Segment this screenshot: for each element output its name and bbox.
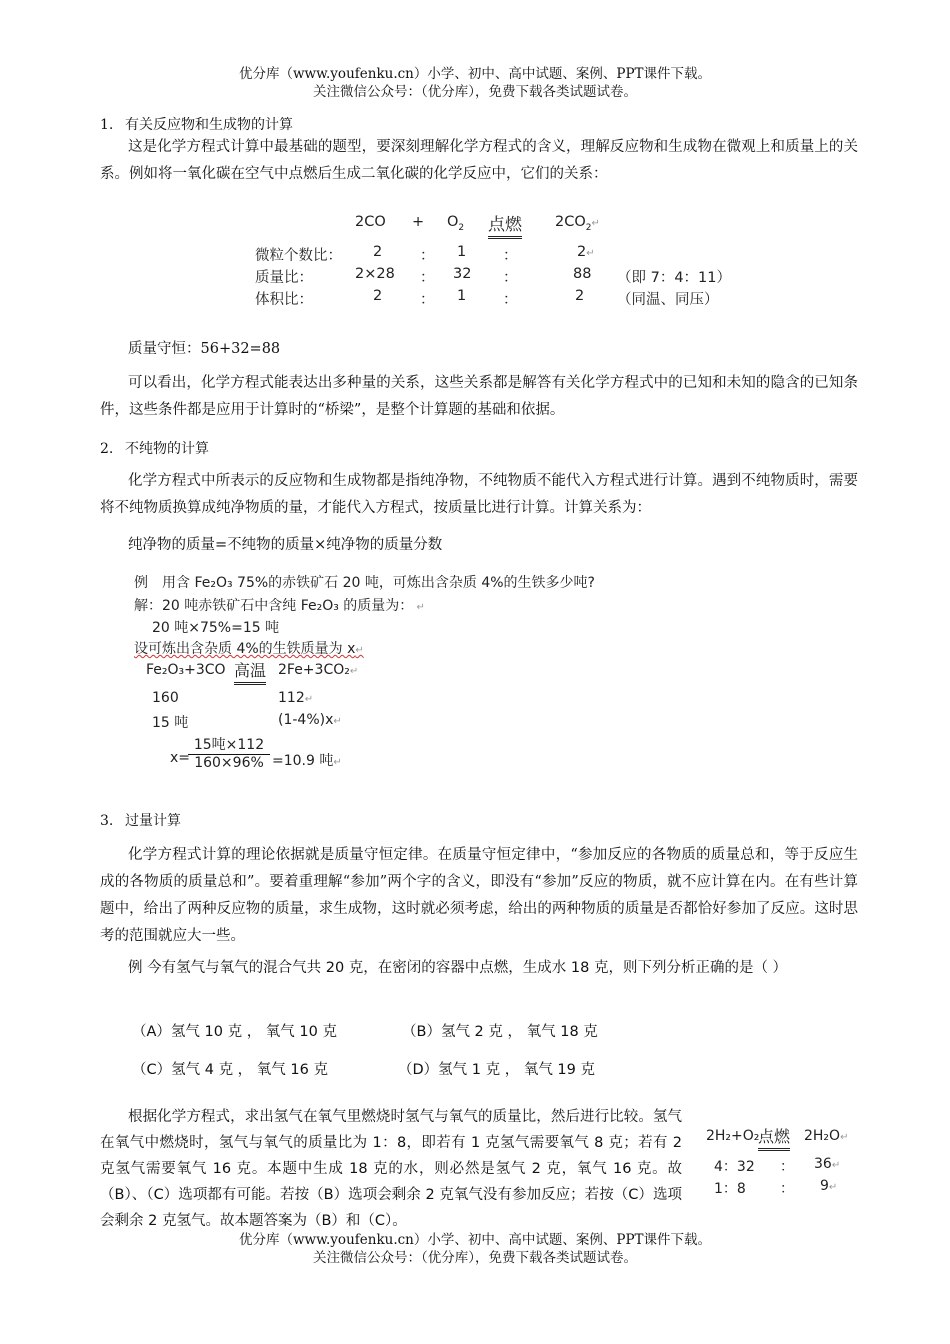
section-3-example-question: 例 今有氢气与氧气的混合气共 20 克，在密闭的容器中点燃，生成水 18 克，则下列分析正确的是（ ） (128, 960, 788, 976)
eq-product-co2: $2CO_2↵$ (555, 214, 600, 233)
option-a: （A）氢气 10 克 ， 氧气 10 克 (132, 1024, 337, 1040)
solution-step-2: 20 吨×75%=15 吨 (152, 620, 280, 636)
row-2-colon-2: ： (503, 270, 518, 286)
section-3-paragraph-1: 化学方程式计算的理论依据就是质量守恒定律。在质量守恒定律中，“参加反应的各物质的质量总和，等于反应生成的各物质的质量总和”。要着重理解“参加”两个字的含义，即没有“参加”反应的物质，就不应计算在内。在有些计算题中，给出了两种反应物的质量，求生成物，这时就必须考虑，给出的两种物质的质量是否都恰好参加了反应。这时思考的范围就应大一些。 (100, 847, 858, 944)
x-result: =10.9 吨↵ (272, 753, 342, 769)
section-2-paragraph-1: 化学方程式中所表示的反应物和生成物都是指纯净物，不纯物质不能代入方程式进行计算。遇到不纯物质时，需要将不纯物质换算成纯净物质的量，才能代入方程式，按质量比进行计算。计算关系为： (100, 473, 858, 516)
x-fraction (188, 734, 270, 771)
option-c: （C）氢气 4 克 ， 氧气 16 克 (132, 1062, 328, 1078)
row-1-value-c: 2↵ (577, 244, 595, 260)
example-question: 例 用含 Fe₂O₃ 75%的赤铁矿石 20 吨，可炼出含杂质 4%的生铁多少吨? (134, 575, 595, 591)
header-line-2: 关注微信公众号：（优分库），免费下载各类试题试卷。 (313, 84, 637, 100)
row-2-value-b: 32 (453, 266, 472, 282)
eq-reactant-co: 2CO (355, 214, 386, 230)
section-1-number: 1. (100, 117, 114, 133)
reduction-eq-left: Fe₂O₃+3CO (146, 662, 226, 678)
eq-condition-ignite: 点燃 (488, 210, 522, 239)
iron-ore-example-figure (128, 572, 688, 782)
water-ratio-4-32: 4：32 (714, 1159, 755, 1175)
eq-plus-sign: + (412, 214, 425, 230)
footer-line-2: 关注微信公众号：（优分库），免费下载各类试题试卷。 (313, 1250, 637, 1266)
ratio-160: 160 (152, 690, 179, 706)
section-1-heading (100, 114, 293, 134)
row-2-value-a: 2×28 (355, 266, 395, 282)
row-2-value-c: 88 (573, 266, 592, 282)
section-2-heading (100, 438, 209, 458)
row-3-colon-1: ： (420, 292, 435, 308)
row-label-mass-ratio: 质量比： (255, 270, 313, 286)
co-combustion-equation-figure (255, 210, 755, 310)
water-ratio-1-8: 1：8 (714, 1181, 746, 1197)
row-3-value-b: 1 (457, 288, 467, 304)
row-3-value-c: 2 (575, 288, 585, 304)
header-line-1: 优分库（www.youfenku.cn）小学、初中、高中试题、案例、PPT课件下载。 (238, 66, 712, 82)
row-2-note: （即 7：4：11） (617, 270, 732, 286)
x-fraction-numerator: 15吨×112 (193, 737, 265, 753)
reduction-eq-right: 2Fe+3CO₂↵ (278, 662, 359, 678)
purity-formula-line: 纯净物的质量=不纯物的质量×纯净物的质量分数 (128, 537, 443, 553)
water-ratio-9: 9↵ (820, 1178, 838, 1194)
option-b: （B）氢气 2 克 ， 氧气 18 克 (402, 1024, 598, 1040)
solution-step-3: 设可炼出含杂质 4%的生铁质量为 x↵ (134, 641, 364, 657)
row-1-value-b: 1 (457, 244, 467, 260)
eq-reactant-o2: $O_2$ (447, 214, 465, 233)
section-3-number: 3. (100, 813, 114, 829)
water-eq-left: 2H₂+O₂ (706, 1128, 760, 1144)
section-3-heading (100, 810, 181, 830)
row-1-value-a: 2 (373, 244, 383, 260)
row-3-value-a: 2 (373, 288, 383, 304)
solution-step-1: 解：20 吨赤铁矿石中含纯 Fe₂O₃ 的质量为： ↵ (134, 598, 425, 614)
water-eq-right: 2H₂O↵ (804, 1128, 849, 1144)
row-3-note: （同温、同压） (617, 292, 719, 308)
section-2-number: 2. (100, 441, 114, 457)
reduction-eq-condition: 高温 (234, 658, 266, 685)
row-1-colon-2: ： (503, 248, 518, 264)
given-15-tons: 15 吨 (152, 715, 189, 731)
row-3-colon-2: ： (503, 292, 518, 308)
water-eq-condition: 点燃 (758, 1124, 790, 1151)
x-equals: x= (170, 750, 191, 766)
water-formation-equation-figure (706, 1122, 856, 1202)
section-1-paragraph-2: 可以看出，化学方程式能表达出多种量的关系，这些关系都是解答有关化学方程式中的已知和未知的隐含的已知条件，这些条件都是应用于计算时的“桥梁”，是整个计算题的基础和依据。 (100, 375, 858, 418)
water-ratio-36: 36↵ (814, 1156, 841, 1172)
unknown-x: (1-4%)x↵ (278, 712, 342, 728)
row-2-colon-1: ： (420, 270, 435, 286)
section-3-paragraph-2: 根据化学方程式，求出氢气在氧气里燃烧时氢气与氧气的质量比，然后进行比较。氢气在氧气中燃烧时，氢气与氧气的质量比为 1：8，即若有 1 克氢气需要氧气 8 克；若有 2 克氢气需要氧气 16 克。本题中生成 18 克的水，则必然是氢气 2 克，氧气 16 克。故（B）、（C）选项都有可能。若按（B）选项会剩余 2 克氧气没有参加反应；若按（C）选项会剩余 2 克氢气。故本题答案为（B）和（C）。 (100, 1109, 682, 1229)
row-label-volume-ratio: 体积比： (255, 292, 313, 308)
ratio-112: 112↵ (278, 690, 314, 706)
water-ratio-colon-1: ： (780, 1159, 794, 1175)
option-d: （D）氢气 1 克 ， 氧气 19 克 (398, 1062, 595, 1078)
section-3-title: 过量计算 (125, 813, 181, 829)
section-2-title: 不纯物的计算 (125, 441, 209, 457)
footer-line-1: 优分库（www.youfenku.cn）小学、初中、高中试题、案例、PPT课件下载。 (238, 1232, 712, 1248)
mass-conservation-line: 质量守恒：56+32=88 (128, 341, 281, 357)
x-fraction-denominator: 160×96% (188, 754, 270, 771)
row-1-colon-1: ： (420, 248, 435, 264)
water-ratio-colon-2: ： (780, 1181, 794, 1197)
section-1-paragraph-1: 这是化学方程式计算中最基础的题型，要深刻理解化学方程式的含义，理解反应物和生成物在微观上和质量上的关系。例如将一氧化碳在空气中点燃后生成二氧化碳的化学反应中，它们的关系： (100, 139, 858, 182)
section-1-title: 有关反应物和生成物的计算 (125, 117, 293, 133)
row-label-particle-ratio: 微粒个数比： (255, 248, 342, 264)
